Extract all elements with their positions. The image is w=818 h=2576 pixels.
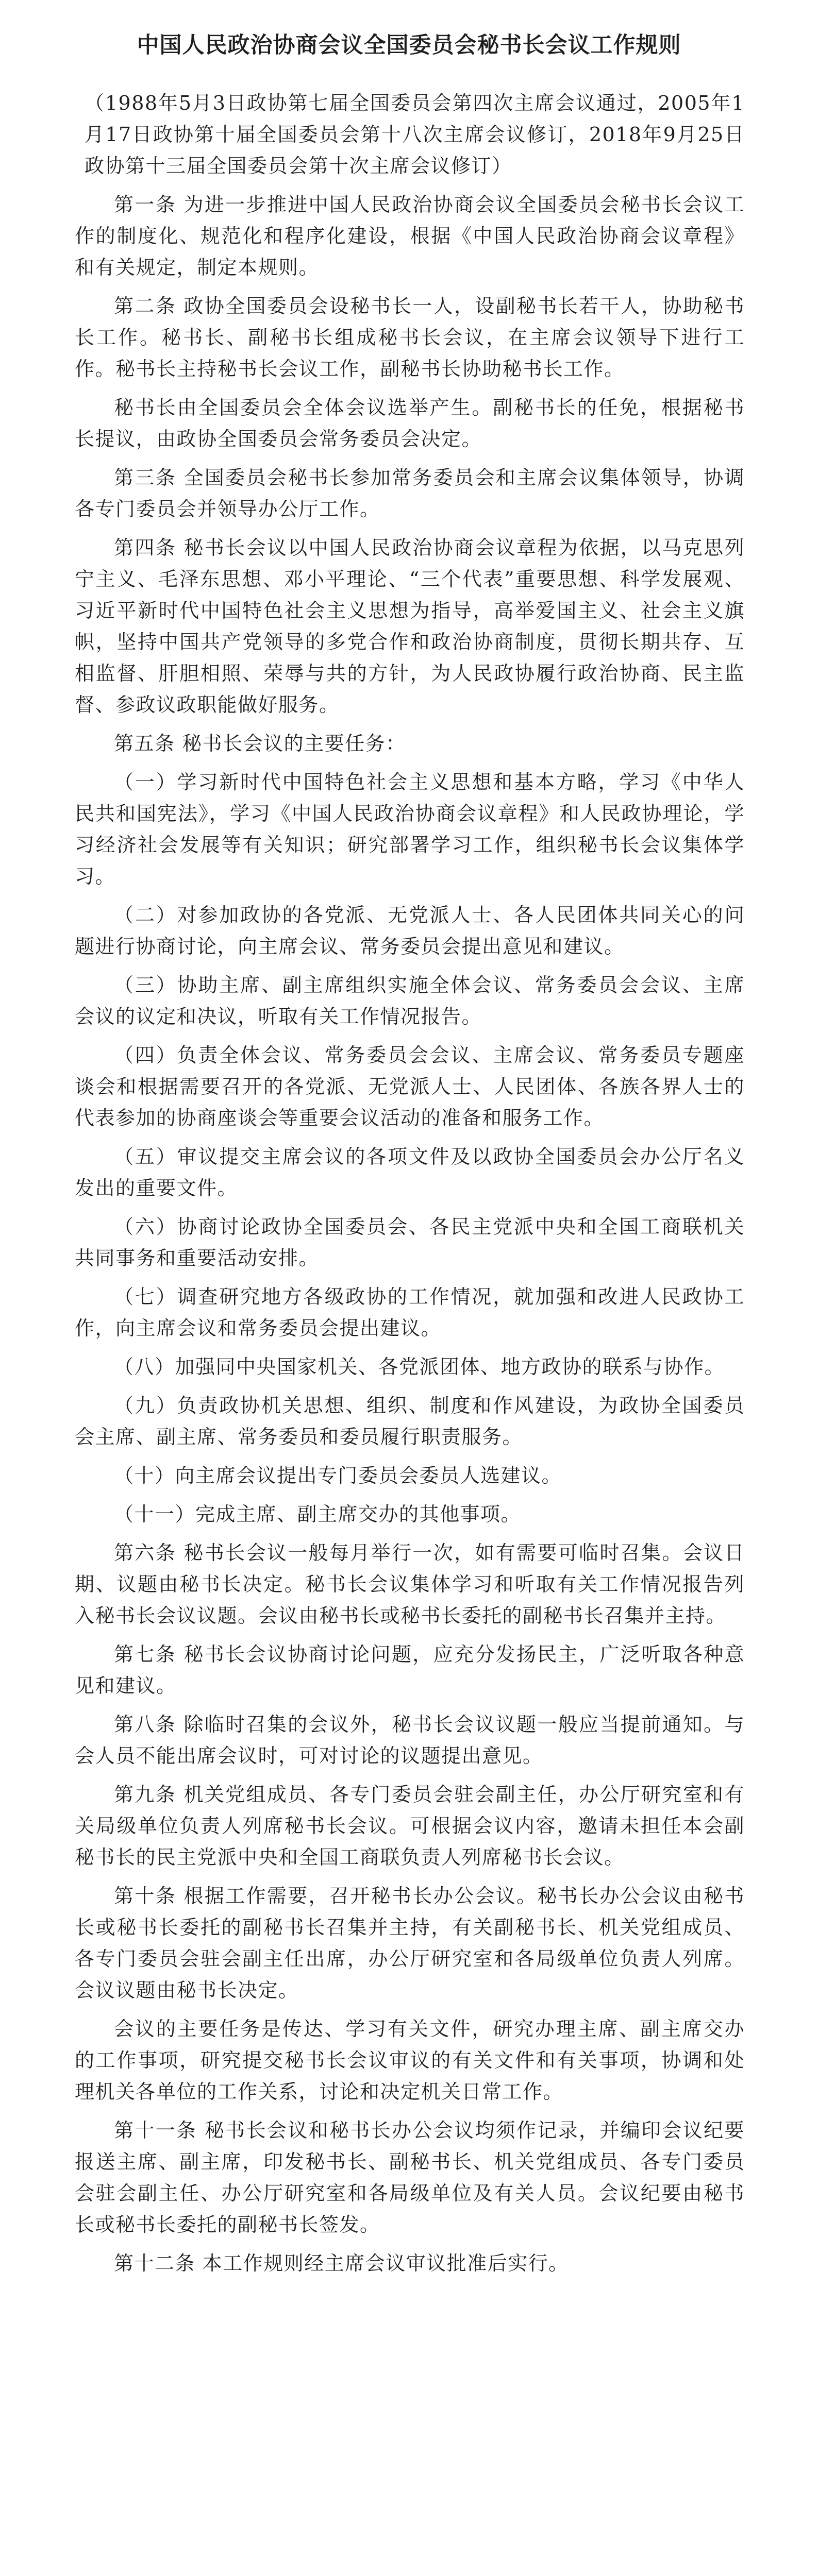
paragraph-text: 政协全国委员会设秘书长一人，设副秘书长若干人，协助秘书长工作。秘书长、副秘书长组成秘书长会议，在主席会议领导下进行工作。秘书长主持秘书长会议工作，副秘书长协助秘书长工作。 — [75, 295, 745, 380]
article-number: 第三条 — [114, 466, 177, 489]
body-paragraph — [75, 1040, 745, 1134]
article-paragraph — [75, 1537, 745, 1632]
paragraph-text: 机关党组成员、各专门委员会驻会副主任，办公厅研究室和有关局级单位负责人列席秘书长会议。可根据会议内容，邀请未担任本会副秘书长的民主党派中央和全国工商联负责人列席秘书长会议。 — [75, 1783, 745, 1869]
body-paragraph — [75, 900, 745, 962]
article-paragraph — [75, 291, 745, 385]
article-number: 第二条 — [114, 295, 177, 317]
article-paragraph — [75, 462, 745, 525]
article-number: 第四条 — [114, 536, 177, 559]
document-title: 中国人民政治协商会议全国委员会秘书长会议工作规则 — [137, 32, 681, 58]
paragraph-text: 秘书长会议以中国人民政治协商会议章程为依据，以马克思列宁主义、毛泽东思想、邓小平理论、“三个代表”重要思想、科学发展观、习近平新时代中国特色社会主义思想为指导，高举爱国主义、社会主义旗帜，坚持中国共产党领导的多党合作和政治协商制度，贯彻长期共存、互相监督、肝胆相照、荣辱与共的方针，为人民政协履行政治协商、民主监督、参政议政职能做好服务。 — [75, 536, 745, 716]
paragraph-text: （七）调查研究地方各级政协的工作情况，就加强和改进人民政协工作，向主席会议和常务委员会提出建议。 — [75, 1285, 745, 1340]
body-paragraph — [75, 1351, 745, 1383]
preface-note: （1988年5月3日政协第七届全国委员会第四次主席会议通过，2005年1月17日政协第十届全国委员会第十八次主席会议修订，2018年9月25日政协第十三届全国委员会第十次主席会议修订） — [85, 92, 745, 177]
paragraph-text: （八）加强同中央国家机关、各党派团体、地方政协的联系与协作。 — [114, 1355, 725, 1378]
paragraph-text: （九）负责政协机关思想、组织、制度和作风建设，为政协全国委员会主席、副主席、常务委员和委员履行职责服务。 — [75, 1394, 745, 1448]
article-number: 第五条 — [114, 732, 175, 755]
paragraph-text: （六）协商讨论政协全国委员会、各民主党派中央和全国工商联机关共同事务和重要活动安排。 — [75, 1215, 745, 1269]
paragraph-text: （一）学习新时代中国特色社会主义思想和基本方略，学习《中华人民共和国宪法》，学习《中国人民政治协商会议章程》和人民政协理论，学习经济社会发展等有关知识；研究部署学习工作，组织秘书长会议集体学习。 — [75, 771, 745, 888]
article-number: 第九条 — [114, 1783, 177, 1806]
article-paragraph — [75, 189, 745, 283]
body-paragraph — [75, 1390, 745, 1453]
body-paragraph — [75, 1141, 745, 1204]
body-paragraph — [75, 1281, 745, 1344]
body-paragraph — [75, 1460, 745, 1492]
article-paragraph — [75, 532, 745, 721]
paragraph-text: 秘书长会议和秘书长办公会议均须作记录，并编印会议纪要报送主席、副主席，印发秘书长、副秘书长、机关党组成员、各专门委员会驻会副主任、办公厅研究室和各局级单位及有关人员。会议纪要由秘书长或秘书长委托的副秘书长签发。 — [75, 2119, 745, 2236]
body-paragraph — [75, 970, 745, 1032]
body-paragraph — [75, 2013, 745, 2108]
article-paragraph — [75, 2248, 745, 2279]
paragraph-text: 为进一步推进中国人民政治协商会议全国委员会秘书长会议工作的制度化、规范化和程序化建设，根据《中国人民政治协商会议章程》和有关规定，制定本规则。 — [75, 193, 745, 279]
paragraph-text: 秘书长由全国委员会全体会议选举产生。副秘书长的任免，根据秘书长提议，由政协全国委员会常务委员会决定。 — [75, 396, 745, 450]
body-paragraph — [75, 1499, 745, 1530]
paragraph-text: 根据工作需要，召开秘书长办公会议。秘书长办公会议由秘书长或秘书长委托的副秘书长召集并主持，有关副秘书长、机关党组成员、各专门委员会驻会副主任出席，办公厅研究室和各局级单位负责人列席。会议议题由秘书长决定。 — [75, 1885, 745, 2002]
paragraph-text: （三）协助主席、副主席组织实施全体会议、常务委员会会议、主席会议的议定和决议，听取有关工作情况报告。 — [75, 974, 745, 1028]
article-number: 第一条 — [114, 193, 177, 216]
paragraph-text: （四）负责全体会议、常务委员会会议、主席会议、常务委员专题座谈会和根据需要召开的各党派、无党派人士、人民团体、各族各界人士的代表参加的协商座谈会等重要会议活动的准备和服务工作。 — [75, 1044, 745, 1129]
paragraph-text: 秘书长会议的主要任务： — [182, 732, 406, 755]
article-paragraph — [75, 728, 745, 759]
paragraph-text: （十一）完成主席、副主席交办的其他事项。 — [114, 1503, 522, 1526]
document-body — [75, 88, 745, 2286]
article-number: 第八条 — [114, 1713, 177, 1736]
article-number: 第七条 — [114, 1643, 177, 1666]
article-paragraph — [75, 2115, 745, 2241]
article-number: 第十二条 — [114, 2252, 196, 2275]
article-paragraph — [75, 1880, 745, 2006]
article-paragraph — [75, 1639, 745, 1702]
paragraph-text: 秘书长会议一般每月举行一次，如有需要可临时召集。会议日期、议题由秘书长决定。秘书长会议集体学习和听取有关工作情况报告列入秘书长会议议题。会议由秘书长或秘书长委托的副秘书长召集并主持。 — [75, 1541, 745, 1627]
article-number: 第十条 — [114, 1885, 177, 1907]
paragraph-text: （十）向主席会议提出专门委员会委员人选建议。 — [114, 1464, 562, 1487]
body-paragraph — [75, 767, 745, 892]
body-paragraph — [75, 392, 745, 455]
paragraph-text: 秘书长会议协商讨论问题，应充分发扬民主，广泛听取各种意见和建议。 — [75, 1643, 745, 1697]
paragraph-text: 全国委员会秘书长参加常务委员会和主席会议集体领导，协调各专门委员会并领导办公厅工作。 — [75, 466, 745, 520]
paragraph-text: （二）对参加政协的各党派、无党派人士、各人民团体共同关心的问题进行协商讨论，向主席会议、常务委员会提出意见和建议。 — [75, 904, 745, 958]
article-paragraph — [75, 1709, 745, 1772]
paragraph-text: 会议的主要任务是传达、学习有关文件，研究办理主席、副主席交办的工作事项，研究提交秘书长会议审议的有关文件和有关事项，协调和处理机关各单位的工作关系，讨论和决定机关日常工作。 — [75, 2018, 745, 2103]
paragraph-text: （五）审议提交主席会议的各项文件及以政协全国委员会办公厅名义发出的重要文件。 — [75, 1145, 745, 1199]
article-paragraph — [75, 1779, 745, 1873]
paragraph-text: 本工作规则经主席会议审议批准后实行。 — [202, 2252, 569, 2275]
article-number: 第六条 — [114, 1541, 177, 1564]
article-number: 第十一条 — [114, 2119, 197, 2142]
body-paragraph — [75, 1211, 745, 1274]
paragraph-text: 除临时召集的会议外，秘书长会议议题一般应当提前通知。与会人员不能出席会议时，可对讨论的议题提出意见。 — [75, 1713, 745, 1767]
